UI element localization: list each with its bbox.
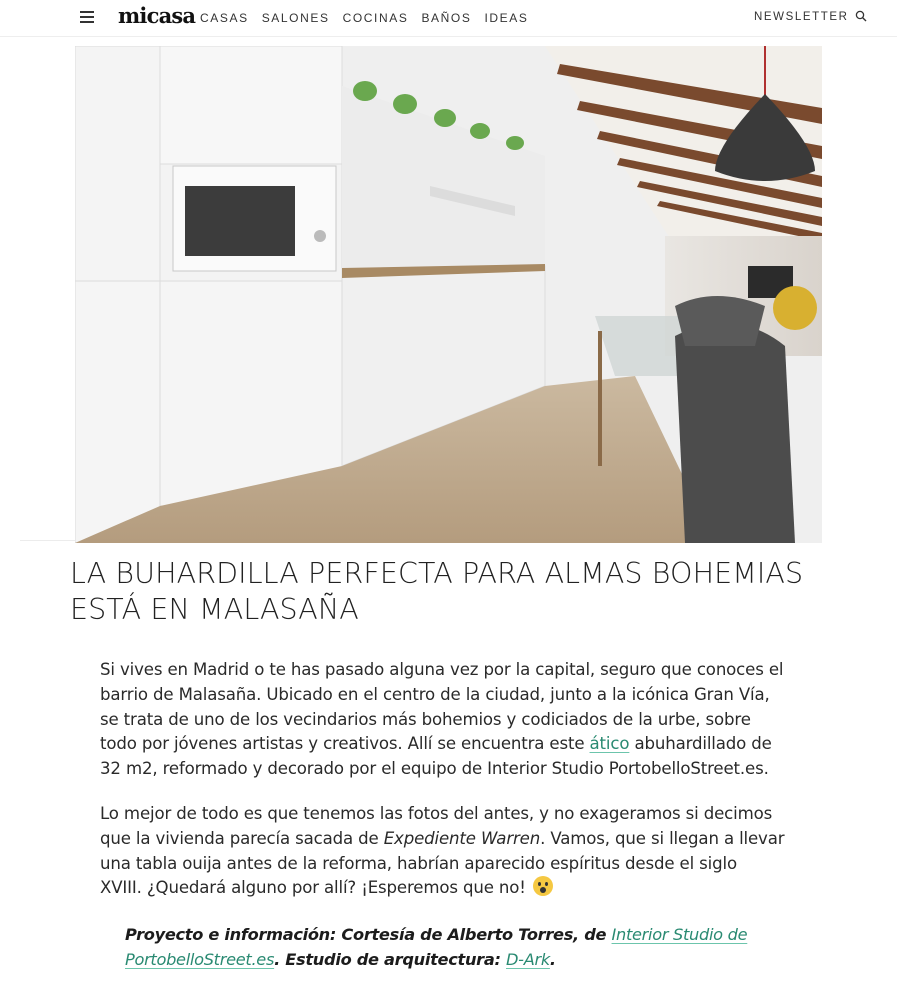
article-paragraph-1 [100, 658, 800, 782]
text-line: se trata de uno de los vecindarios más bohemios y codiciados de la urbe, sobre [100, 709, 751, 729]
text-fragment: todo por jóvenes artistas y creativos. Allí se encuentra este [100, 734, 590, 754]
nav-cocinas[interactable]: COCINAS [342, 11, 409, 25]
portobellostreet-link[interactable]: PortobelloStreet.es [125, 949, 275, 969]
text-line: Lo mejor de todo es que tenemos las fotos del antes, y no exageramos si decimos [100, 804, 773, 823]
newsletter-link[interactable]: NEWSLETTER [754, 11, 849, 23]
main-nav [200, 11, 541, 25]
emphasis-text: Expediente Warren [383, 828, 541, 848]
text-line: Si vives en Madrid o te has pasado alguna vez por la capital, seguro que conoces el [100, 660, 784, 679]
text-line [100, 732, 800, 757]
site-header [0, 0, 897, 37]
text-fragment: XVIII. ¿Quedará alguno por allí? ¡Esperemos que no! [100, 878, 531, 898]
nav-banos[interactable]: BAÑOS [421, 11, 472, 25]
nav-casas[interactable]: CASAS [200, 11, 249, 25]
text-fragment: abuhardillado de [629, 734, 772, 754]
article-paragraph-2 [100, 802, 800, 901]
title-line-2: ESTÁ EN MALASAÑA [70, 593, 359, 626]
text-line [100, 827, 800, 852]
text-fragment: que la vivienda parecía sacada de [100, 828, 384, 848]
text-fragment: . Vamos, que si llegan a llevar [540, 828, 785, 848]
hamburger-icon[interactable] [80, 11, 94, 23]
divider [20, 540, 75, 541]
site-logo[interactable]: micasa [118, 3, 196, 28]
text-fragment: . [549, 949, 556, 969]
d-ark-link[interactable]: D-Ark [506, 949, 550, 969]
text-line [125, 948, 825, 973]
hero-image [75, 46, 822, 543]
atico-link[interactable]: ático [589, 734, 630, 754]
article-title [70, 556, 850, 628]
text-fragment: Proyecto e información: Cortesía de Alberto Torres, de [125, 925, 612, 944]
article-credits [125, 923, 825, 972]
interior-studio-link[interactable]: Interior Studio de [611, 925, 748, 944]
text-line [100, 876, 800, 901]
text-line: barrio de Malasaña. Ubicado en el centro de la ciudad, junto a la icónica Gran Vía, [100, 684, 770, 704]
text-line: una tabla ouija antes de la reforma, habrían aparecido espíritus desde el siglo [100, 853, 737, 873]
text-fragment: . Estudio de arquitectura: [274, 949, 506, 969]
screaming-face-emoji [533, 876, 553, 896]
title-line-1: LA BUHARDILLA PERFECTA PARA ALMAS BOHEMIAS [70, 557, 804, 590]
nav-ideas[interactable]: IDEAS [484, 11, 529, 25]
search-icon[interactable] [855, 10, 867, 22]
nav-salones[interactable]: SALONES [261, 11, 330, 25]
text-line [125, 923, 825, 948]
text-line: 32 m2, reformado y decorado por el equipo de Interior Studio PortobelloStreet.es. [100, 759, 769, 779]
